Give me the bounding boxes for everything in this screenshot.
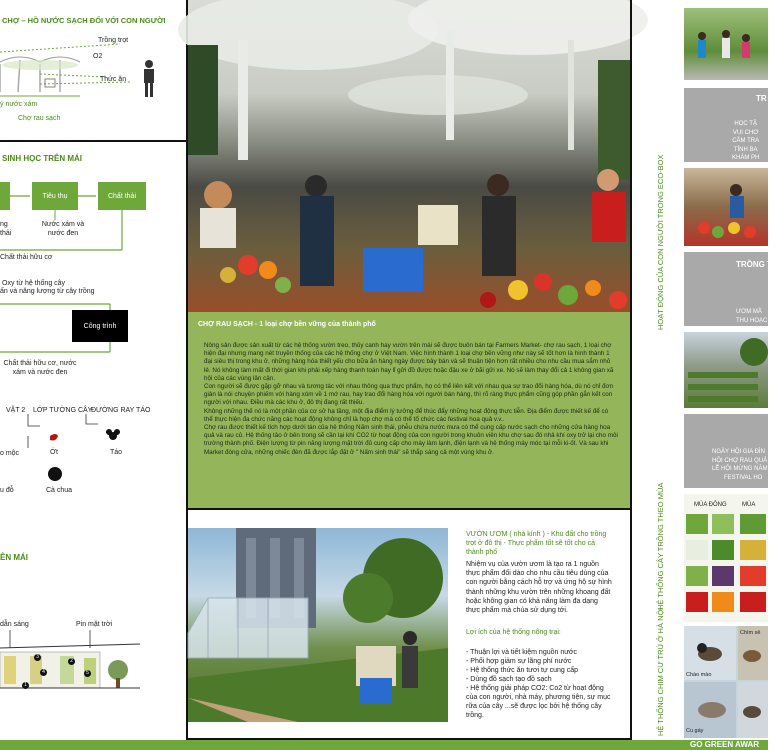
season-label-winter: MÙA ĐÔNG [694, 502, 727, 508]
card-title: TRỒNG T [736, 260, 772, 269]
nursery-title: VƯỜN ƯƠM ( nhà kính ) - Khu đất cho trồng trọt ở đô thị - Thực phẩm tốt sẽ tốt cho cả thành phố [466, 531, 607, 556]
card-lines [732, 120, 759, 163]
market-illustration [188, 0, 630, 312]
layer-title-1: VẬT 2 [6, 407, 26, 414]
label-food: Thức ăn [100, 76, 127, 83]
benefit-item: - Dùng đồ sạch tạo đồ sạch [466, 676, 552, 683]
greenhouse-photo [188, 528, 448, 722]
label-cultivation: Trồng trọt [98, 37, 129, 44]
rooftop-garden-photo [684, 332, 768, 408]
season-label-2: MÙA [742, 502, 756, 508]
section-marker: 5 [84, 670, 91, 677]
activity-card-learn [684, 88, 768, 162]
label-o2: O2 [93, 53, 103, 60]
market-paragraphs [204, 342, 618, 457]
section-label-light: dẫn sáng [0, 621, 29, 628]
runners-photo [684, 8, 768, 80]
title-roof-bio: SINH HỌC TRÊN MÁI [2, 154, 82, 163]
market-paragraph: Chợ rau được thiết kế tích hợp dưới tán của hệ thống Nấm sinh thái, phễu chứa nước mưa có thể cung cấp nước sạch cho những cửa hàng hoa quả và rau củ. Hệ thống tảo ở bên trong sẽ cần lại khí CO2 từ hoạt động của con người trong khuôn viên khu chợ sau đó nhả khí oxy trở lại cho môi trường thành phố. Điện lượng từ pin năng lượng mặt trời đủ cung cấp cho máy làm lạnh, điện lạnh và hệ thống máy móc tại mỗi ki-ốt. Và sau khi Market đóng cửa, những chiếc đèn đã được lắp đặt ở " Nấm sinh thái" sẽ thắp sáng cả một vùng khu ở. [204, 424, 618, 456]
bird-illustrations [684, 626, 768, 738]
layer-icons [0, 414, 186, 504]
title-roof: ÊN MÁI [0, 553, 28, 562]
flow-label-1: ng [0, 221, 8, 228]
card-line: THU HOẠC [736, 317, 768, 324]
divider [188, 508, 630, 510]
layer-title-2: LỚP TƯỜNG CÂY [33, 407, 93, 414]
flow-box-waste: Chất thải [98, 182, 146, 210]
section-label-solar: Pin mặt trời [76, 621, 113, 628]
card-line: KHÁM PH [732, 155, 760, 161]
market-caption-title: CHỢ RAU SẠCH - 1 loại chợ bền vững của thành phố [198, 321, 376, 328]
flow-label-organic: Chất thải hữu cơ [0, 254, 53, 261]
section-marker: 4 [40, 669, 47, 676]
divider [630, 0, 632, 750]
diagram-caption: Chợ rau sạch [18, 115, 61, 122]
benefit-item: - Hệ thống thức ăn tươi tự cung cấp [466, 667, 579, 674]
market-paragraph: Không những thế nó là một phần của cơ sở hạ tầng, một địa điểm lý tưởng để thúc đẩy những hoạt động thực tiễn. Địa điểm được thiết kế để có thể thực hiện đa chức năng các hoạt động không chỉ là họp chợ mà có thể tổ chức các festival hoa quả v.v.. [204, 407, 609, 423]
flow-arrows [0, 180, 186, 260]
benefit-item: - Thuận lợi và tiết kiệm nguồn nước [466, 649, 578, 656]
card-title: TR [756, 94, 767, 103]
card-lines [736, 308, 767, 325]
flow-label-2: thải [0, 230, 12, 237]
flow2-box-building: Công trình [72, 310, 128, 342]
flow2-label-oxygen: Oxy từ hệ thống cây [2, 280, 66, 287]
vegetable-icons [684, 512, 768, 620]
market-description [188, 312, 630, 508]
layer-title-3: ĐƯỜNG RAY TÁO [91, 407, 151, 414]
footer-bar [0, 740, 768, 750]
greenhouse-illustration [188, 528, 448, 722]
card-line: VUI CHƠ [732, 129, 759, 136]
market-paragraph: Nông sản được sản xuất từ các hệ thống vườn treo, thủy canh hay vườn trên mái sẽ được buôn bán tại Farmers Market- chợ rau sạch, 1 loại chợ hiện đại nhưng mang nét truyền thống của các hệ thống chợ ở Việt Nam. Việc hình thành 1 loại chợ bền vững như này sẽ tốt hơn là hình thành 1 đại siêu thị trong khu ở, những hàng hóa thiết yếu cho bữa ăn hàng ngày được bày bán và sẽ thuận tiện hơn rất nhiều cho nhu cầu mua sắm nhỏ lẻ. Nó không làm mất đi thời gian khi phải xếp hàng thanh toán hay lỉ gửi đồ được hoặc đậu xe ở bãi gửi xe. Nó sẽ làm thay đổi cả 1 không gian xã hội của các vùng lân cận. [204, 342, 614, 382]
market-paragraph: Con người sẽ được gặp gỡ nhau và tương tác với nhau thông qua thực phẩm, họ có thể liên kết với nhau qua sự trao đổi hàng hóa, dù nó chỉ đơn giản là nói chuyện phiếm với hàng xóm về 1 mớ rau, hay trao đổi hàng hóa với người bán hàng, thì rõ ràng thực phẩm cũng góp phần gắn kết con người với nhau. Điều mà các khu ở, đô thị đang rất thiếu. [204, 383, 614, 407]
card-line: LỄ HỘI MỪNG NĂM MỚ [712, 466, 780, 472]
benefits-list [466, 648, 612, 720]
card-line: TÍNH BA [733, 146, 758, 153]
layer-item-chili: Ớt [50, 449, 58, 456]
benefit-item: - Phối hợp giảm sự lãng phí nước [466, 658, 572, 665]
title-market-water: CHỢ – HỒ NƯỚC SẠCH ĐỐI VỚI CON NGƯỜI [2, 16, 166, 25]
card-line: HỘI CHỢ RAU QUẢ SẠC [712, 457, 781, 464]
layer-item-tomato: Cà chua [46, 487, 73, 494]
nursery-intro: Nhiệm vụ của vườn ươm là tạo ra 1 nguồn thực phẩm đổi dào cho nhu cầu tiêu dùng của con người bằng cách hỗ trợ và ứng hộ sự hình thành những khu vườn trên những khoang đất hoặc không gian có khả năng làm đa dạng thực phẩm mà chúa sử dụng tới. [466, 561, 612, 615]
card-line: NGÀY HỘI GIA ĐÌN [712, 449, 765, 455]
seasonal-grid [684, 494, 768, 622]
birds-grid [684, 626, 768, 738]
layer-item-bean: u đỗ [0, 487, 14, 494]
card-line: ƯƠM MẦ [736, 309, 762, 315]
flow-label-grey-water: Nước xám và nước đen [41, 221, 85, 237]
section-marker: 1 [22, 682, 29, 689]
card-lines [712, 448, 781, 482]
benefits-title: Lợi ích của hệ thống nông trại: [466, 629, 561, 636]
card-line: HỌC TẬ [734, 121, 757, 127]
layer-item-1: o mộc [0, 450, 20, 457]
flow2-label-energy: ấn và năng lượng từ cây trồng [0, 288, 95, 295]
section-marker: 2 [68, 658, 75, 665]
rooftop-illustration [684, 332, 768, 408]
vertical-title-birds: HỆ THỐNG CHIM CƯ TRÚ Ở HÀ NỘI [656, 607, 665, 736]
market-stall-photo [684, 168, 768, 246]
card-line: CẦM TRA [732, 138, 760, 144]
flow-box-consume: Tiêu thụ [32, 182, 78, 210]
flow2-label-waste: Chất thải hữu cơ, nước xám và nước đen [3, 360, 77, 376]
left-panel [0, 0, 186, 750]
activity-card-grow [684, 252, 772, 326]
vertical-title-seasonal: HỆ THỐNG CÂY TRỒNG THEO MÙA [656, 482, 665, 610]
runners-illustration [684, 8, 768, 80]
activity-card-festival [684, 414, 781, 488]
vertical-title-activities: HOẠT ĐỘNG CỦA CON NGƯỜI TRONG ECO-BOX [656, 154, 665, 330]
bird-label: Chìm sẻ [740, 630, 761, 636]
benefit-item: - Hệ thống giải pháp CO2: Co2 từ hoạt động của con người, nhà máy, phương tiện, sự mục rữa của cây ...sẽ được lọc bởi hệ thống cây trồng. [466, 685, 611, 719]
divider [0, 140, 186, 142]
card-line: FESTIVAL HO [724, 474, 763, 481]
label-grey-water: ý nước xám [0, 101, 38, 108]
bird-label: Cu gáy [686, 728, 704, 734]
footer-award: GO GREEN AWAR [690, 740, 760, 749]
market-photo [188, 0, 630, 312]
layer-item-apple: Táo [110, 449, 123, 456]
section-marker: 3 [34, 654, 41, 661]
stall-illustration [684, 168, 768, 246]
bird-label: Chào mào [686, 672, 712, 678]
